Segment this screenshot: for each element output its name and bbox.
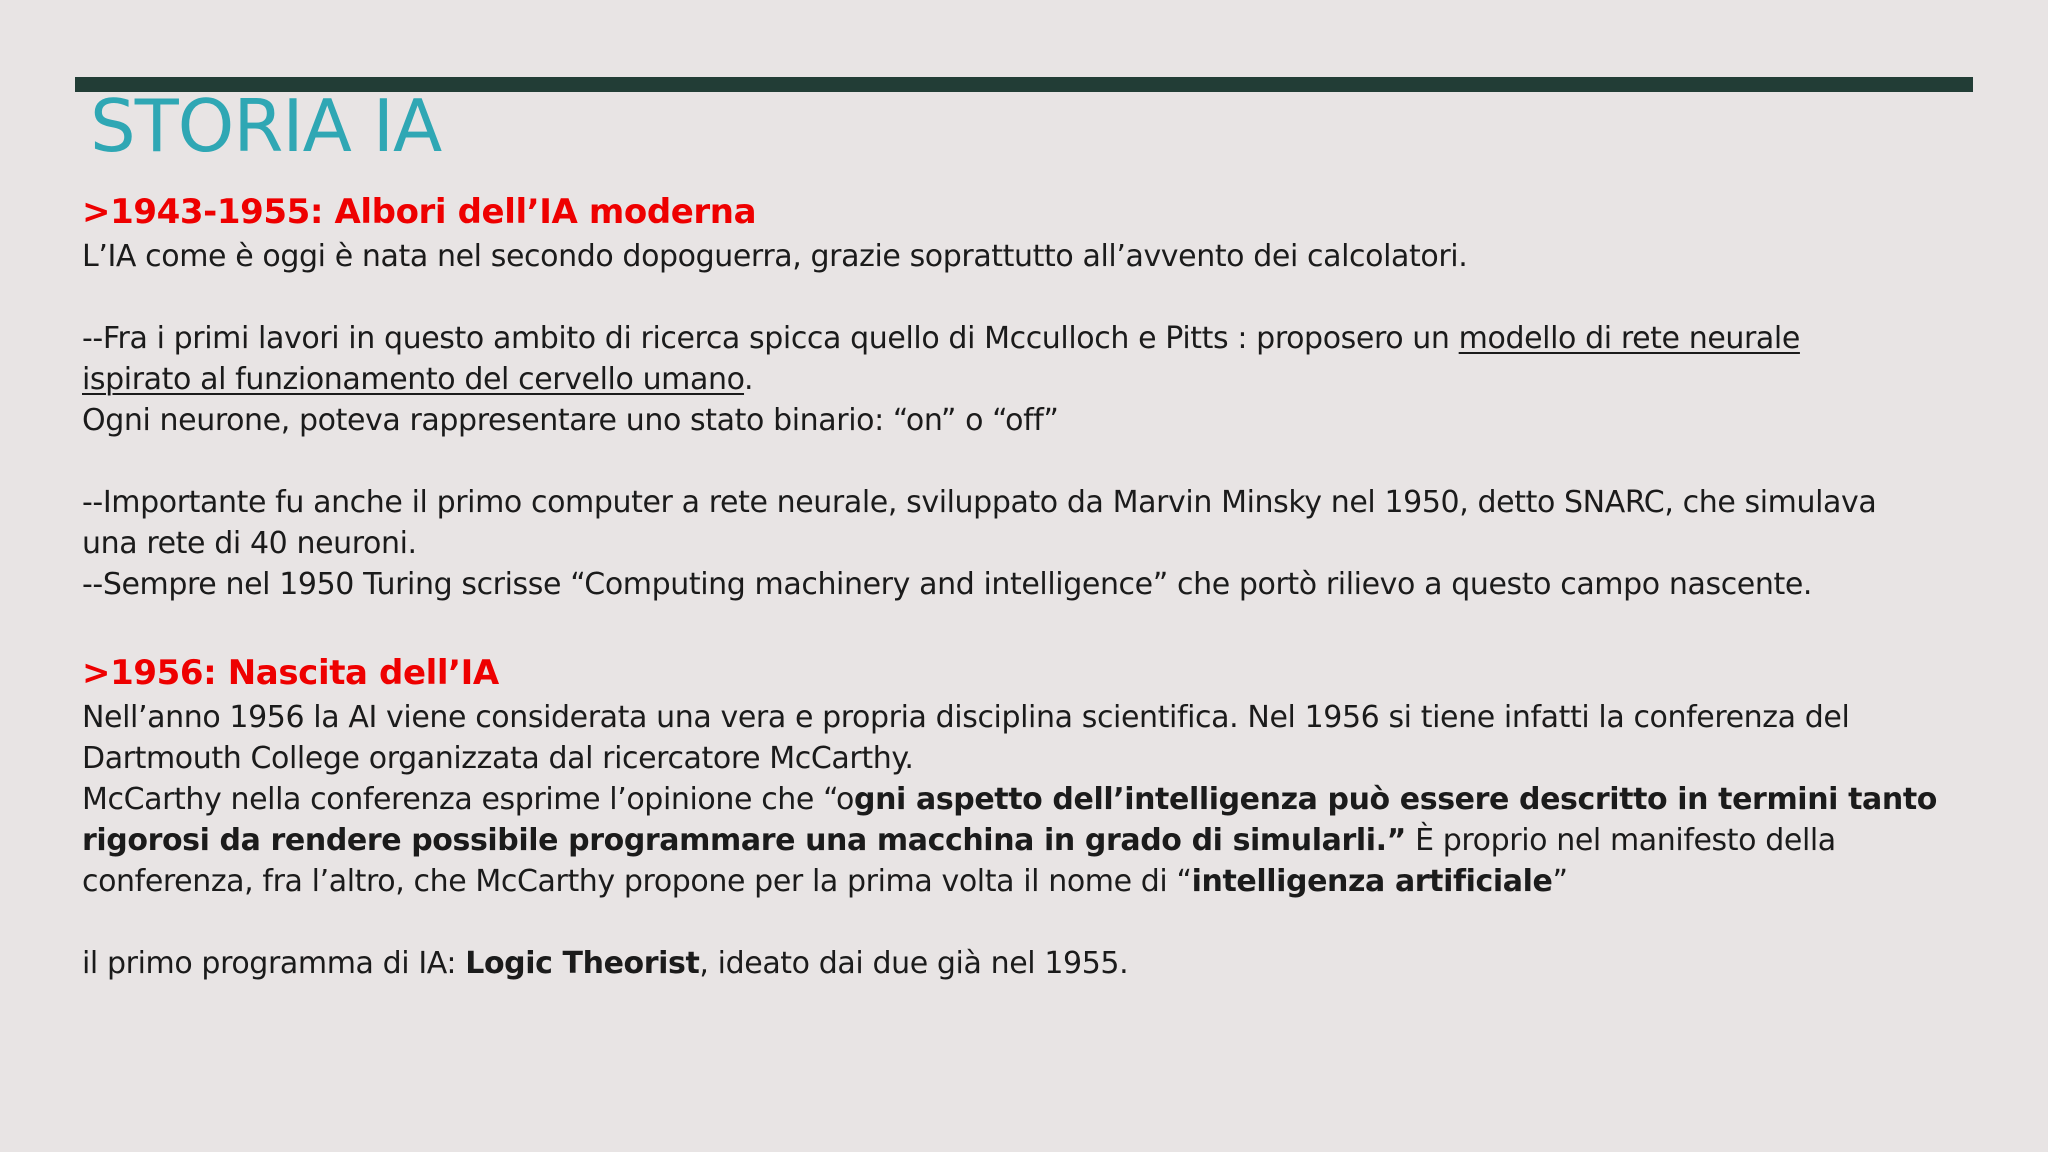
- section1-paragraph-1-line-3: Ogni neurone, poteva rappresentare uno stato binario: “on” o “off”: [82, 403, 1059, 438]
- slide-title: STORIA IA: [90, 84, 442, 168]
- section2-line-3: [82, 779, 1982, 820]
- section2-line-3-prefix: McCarthy nella conferenza esprime l’opinione che “o: [82, 782, 855, 817]
- section2-line-4: [82, 820, 1982, 861]
- section2-line-1: Nell’anno 1956 la AI viene considerata una vera e propria disciplina scientifica. Nel 1956 si tiene infatti la conferenza del: [82, 700, 1850, 735]
- section2-line-6-prefix: il primo programma di IA:: [82, 946, 466, 981]
- section2-line-5-suffix: ”: [1552, 864, 1568, 899]
- section1-intro: L’IA come è oggi è nata nel secondo dopoguerra, grazie soprattutto all’avvento dei calcolatori.: [82, 239, 1468, 274]
- section2-line-4-suffix: È proprio nel manifesto della: [1405, 823, 1836, 858]
- section2-line-2: Dartmouth College organizzata dal ricercatore McCarthy.: [82, 741, 914, 776]
- section1-paragraph-1-prefix: --Fra i primi lavori in questo ambito di ricerca spicca quello di Mcculloch e Pitts : proposero un: [82, 321, 1459, 356]
- spacer: [82, 902, 1982, 943]
- section1-paragraph-2-line-2: una rete di 40 neuroni.: [82, 526, 417, 561]
- bold-quote-part-1: gni aspetto dell’intelligenza può essere descritto in termini tanto: [854, 782, 1937, 817]
- section2-line-6: [82, 943, 1982, 984]
- section1-paragraph-1-line-1: [82, 318, 1982, 359]
- bold-term-logic-theorist: Logic Theorist: [465, 946, 700, 981]
- section2-line-6-suffix: , ideato dai due già nel 1955.: [699, 946, 1129, 981]
- section1-paragraph-1-line-2: [82, 359, 1982, 400]
- section1-paragraph-1-period: .: [744, 362, 754, 397]
- spacer: [82, 605, 1982, 649]
- section1-paragraph-2-line-3: --Sempre nel 1950 Turing scrisse “Computing machinery and intelligence” che portò rilievo a questo campo nascente.: [82, 567, 1813, 602]
- section2-line-5-prefix: conferenza, fra l’altro, che McCarthy propone per la prima volta il nome di “: [82, 864, 1192, 899]
- slide-content: [82, 188, 1982, 984]
- section1-paragraph-2-line-1: --Importante fu anche il primo computer a rete neurale, sviluppato da Marvin Minsky nel 1950, detto SNARC, che simulava: [82, 485, 1877, 520]
- bold-quote-part-2: rigorosi da rendere possibile programmare una macchina in grado di simularli.”: [82, 823, 1406, 858]
- section2-line-5: [82, 861, 1982, 902]
- underlined-text-rete-neurale: modello di rete neurale: [1458, 321, 1800, 356]
- spacer: [82, 441, 1982, 482]
- section-heading-1943-1955: >1943-1955: Albori dell’IA moderna: [82, 192, 757, 232]
- spacer: [82, 277, 1982, 318]
- bold-term-intelligenza-artificiale: intelligenza artificiale: [1191, 864, 1553, 899]
- section-heading-1956: >1956: Nascita dell’IA: [82, 653, 499, 693]
- underlined-text-cervello-umano: ispirato al funzionamento del cervello umano: [82, 362, 745, 397]
